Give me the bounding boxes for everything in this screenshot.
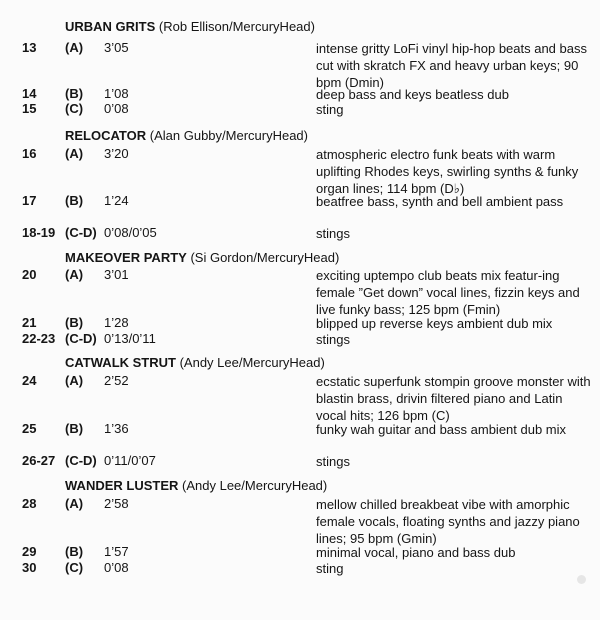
track-duration: 1’28 xyxy=(104,315,129,330)
paper-speck xyxy=(577,575,586,584)
track-description: atmospheric electro funk beats with warm uplifting Rhodes keys, swirling synths & funky organ lines; 114 bpm (D♭) xyxy=(316,147,579,196)
track-number: 28 xyxy=(22,496,37,511)
track-description: stings xyxy=(316,226,350,241)
track-duration: 1’08 xyxy=(104,86,129,101)
track-version: (C-D) xyxy=(65,225,97,240)
track-number: 16 xyxy=(22,146,37,161)
track-description: exciting uptempo club beats mix featur-ing female ”Get down” vocal lines, fizzin keys and live funky bass; 125 bpm (Fmin) xyxy=(316,268,580,317)
track-duration: 0’08/0’05 xyxy=(104,225,157,240)
track-number: 26-27 xyxy=(22,453,56,468)
track-description: minimal vocal, piano and bass dub xyxy=(316,545,516,560)
track-duration: 1’24 xyxy=(104,193,129,208)
track-description: beatfree bass, synth and bell ambient pass xyxy=(316,194,564,209)
section-name: MAKEOVER PARTY xyxy=(65,250,187,265)
track-number: 30 xyxy=(22,560,37,575)
track-version: (B) xyxy=(65,421,84,436)
track-version: (B) xyxy=(65,315,84,330)
track-description: mellow chilled breakbeat vibe with amorphic female vocals, floating synths and jazzy piano lines; 95 bpm (Gmin) xyxy=(316,497,580,546)
track-number: 13 xyxy=(22,40,37,55)
track-description: stings xyxy=(316,454,350,469)
section-name: WANDER LUSTER xyxy=(65,478,179,493)
track-number: 15 xyxy=(22,101,37,116)
track-version: (C) xyxy=(65,560,84,575)
track-version: (B) xyxy=(65,193,84,208)
section-title xyxy=(65,355,325,371)
track-number: 21 xyxy=(22,315,37,330)
track-number: 29 xyxy=(22,544,37,559)
section-title xyxy=(65,250,339,266)
track-number: 17 xyxy=(22,193,37,208)
track-version: (A) xyxy=(65,267,84,282)
track-duration: 0’08 xyxy=(104,560,129,575)
track-description: deep bass and keys beatless dub xyxy=(316,87,509,102)
section-title xyxy=(65,128,308,144)
track-duration: 0’08 xyxy=(104,101,129,116)
track-duration: 0’11/0’07 xyxy=(104,453,156,468)
track-duration: 0’13/0’11 xyxy=(104,331,156,346)
section-credit: (Andy Lee/MercuryHead) xyxy=(182,478,328,493)
section-name: RELOCATOR xyxy=(65,128,147,143)
track-version: (A) xyxy=(65,146,84,161)
track-duration: 2’58 xyxy=(104,496,129,511)
track-version: (B) xyxy=(65,544,84,559)
track-description: stings xyxy=(316,332,350,347)
section-title xyxy=(65,478,327,494)
track-duration: 2’52 xyxy=(104,373,129,388)
track-version: (C-D) xyxy=(65,331,97,346)
track-number: 14 xyxy=(22,86,37,101)
section-credit: (Andy Lee/MercuryHead) xyxy=(179,355,325,370)
section-credit: (Alan Gubby/MercuryHead) xyxy=(149,128,308,143)
track-version: (A) xyxy=(65,496,84,511)
track-description: sting xyxy=(316,561,344,576)
section-name: CATWALK STRUT xyxy=(65,355,176,370)
track-version: (C-D) xyxy=(65,453,97,468)
track-number: 24 xyxy=(22,373,37,388)
track-duration: 3’01 xyxy=(104,267,129,282)
track-version: (C) xyxy=(65,101,84,116)
track-version: (A) xyxy=(65,40,84,55)
track-description: intense gritty LoFi vinyl hip-hop beats and bass cut with skratch FX and heavy urban keys; 90 bpm (Dmin) xyxy=(316,41,587,90)
track-description: sting xyxy=(316,102,344,117)
track-number: 18-19 xyxy=(22,225,56,240)
track-number: 25 xyxy=(22,421,37,436)
track-row xyxy=(0,560,600,620)
section-credit: (Si Gordon/MercuryHead) xyxy=(190,250,340,265)
track-number: 20 xyxy=(22,267,37,282)
track-version: (A) xyxy=(65,373,84,388)
track-duration: 3’20 xyxy=(104,146,129,161)
track-duration: 1’36 xyxy=(104,421,129,436)
track-duration: 1’57 xyxy=(104,544,129,559)
track-duration: 3’05 xyxy=(104,40,129,55)
track-number: 22-23 xyxy=(22,331,56,346)
track-description: funky wah guitar and bass ambient dub mix xyxy=(316,422,567,437)
section-name: URBAN GRITS xyxy=(65,19,156,34)
track-description: ecstatic superfunk stompin groove monster with blastin brass, drivin filtered piano and Latin vocal hits; 126 bpm (C) xyxy=(316,374,591,423)
section-credit: (Rob Ellison/MercuryHead) xyxy=(158,19,315,34)
track-description: blipped up reverse keys ambient dub mix xyxy=(316,316,553,331)
section-title xyxy=(65,19,315,35)
track-version: (B) xyxy=(65,86,84,101)
